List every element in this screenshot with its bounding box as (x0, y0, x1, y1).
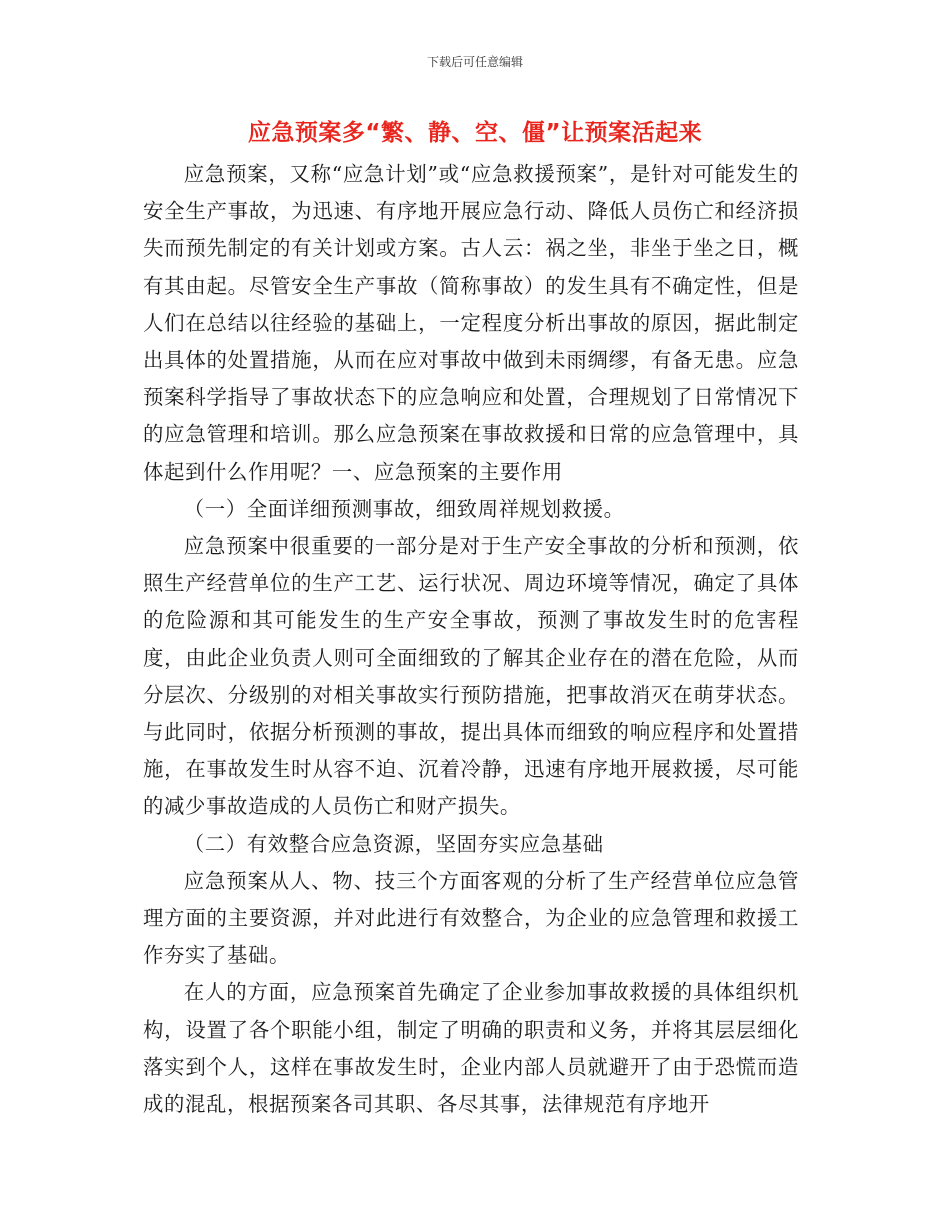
document-body (143, 156, 799, 1123)
paragraph-prediction: 应急预案中很重要的一部分是对于生产安全事故的分析和预测，依照生产经营单位的生产工艺、运行状况、周边环境等情况，确定了具体的危险源和其可能发生的生产安全事故，预测了事故发生时的危害程度，由此企业负责人则可全面细致的了解其企业存在的潜在危险，从而分层次、分级别的对相关事故实行预防措施，把事故消灭在萌芽状态。与此同时，依据分析预测的事故，提出具体而细致的响应程序和处置措施，在事故发生时从容不迫、沉着冷静，迅速有序地开展救援，尽可能的减少事故造成的人员伤亡和财产损失。 (143, 534, 799, 819)
paragraph-resources: 应急预案从人、物、技三个方面客观的分析了生产经营单位应急管理方面的主要资源，并对此进行有效整合，为企业的应急管理和救援工作夯实了基础。 (143, 868, 799, 968)
paragraph-intro: 应急预案，又称“应急计划”或“应急救援预案”，是针对可能发生的安全生产事故，为迅速、有序地开展应急行动、降低人员伤亡和经济损失而预先制定的有关计划或方案。古人云：祸之坐，非坐于坐之日，概有其由起。尽管安全生产事故（简称事故）的发生具有不确定性，但是人们在总结以往经验的基础上，一定程度分析出事故的原因，据此制定出具体的处置措施，从而在应对事故中做到未雨绸缪，有备无患。应急预案科学指导了事故状态下的应急响应和处置，合理规划了日常情况下的应急管理和培训。那么应急预案在事故救援和日常的应急管理中，具体起到什么作用呢？一、应急预案的主要作用 (143, 162, 799, 484)
header-note: 下载后可任意编辑 (426, 55, 523, 69)
paragraph-people: 在人的方面，应急预案首先确定了企业参加事故救援的具体组织机构，设置了各个职能小组，制定了明确的职责和义务，并将其层层细化落实到个人，这样在事故发生时，企业内部人员就避开了由于恐慌而造成的混乱，根据预案各司其职、各尽其事，法律规范有序地开 (143, 980, 799, 1117)
document-title: 应急预案多“繁、静、空、僵”让预案活起来 (247, 120, 703, 146)
section-heading-1: （一）全面详细预测事故，细致周祥规划救援。 (183, 496, 625, 521)
section-heading-2: （二）有效整合应急资源，坚固夯实应急基础 (183, 831, 604, 856)
